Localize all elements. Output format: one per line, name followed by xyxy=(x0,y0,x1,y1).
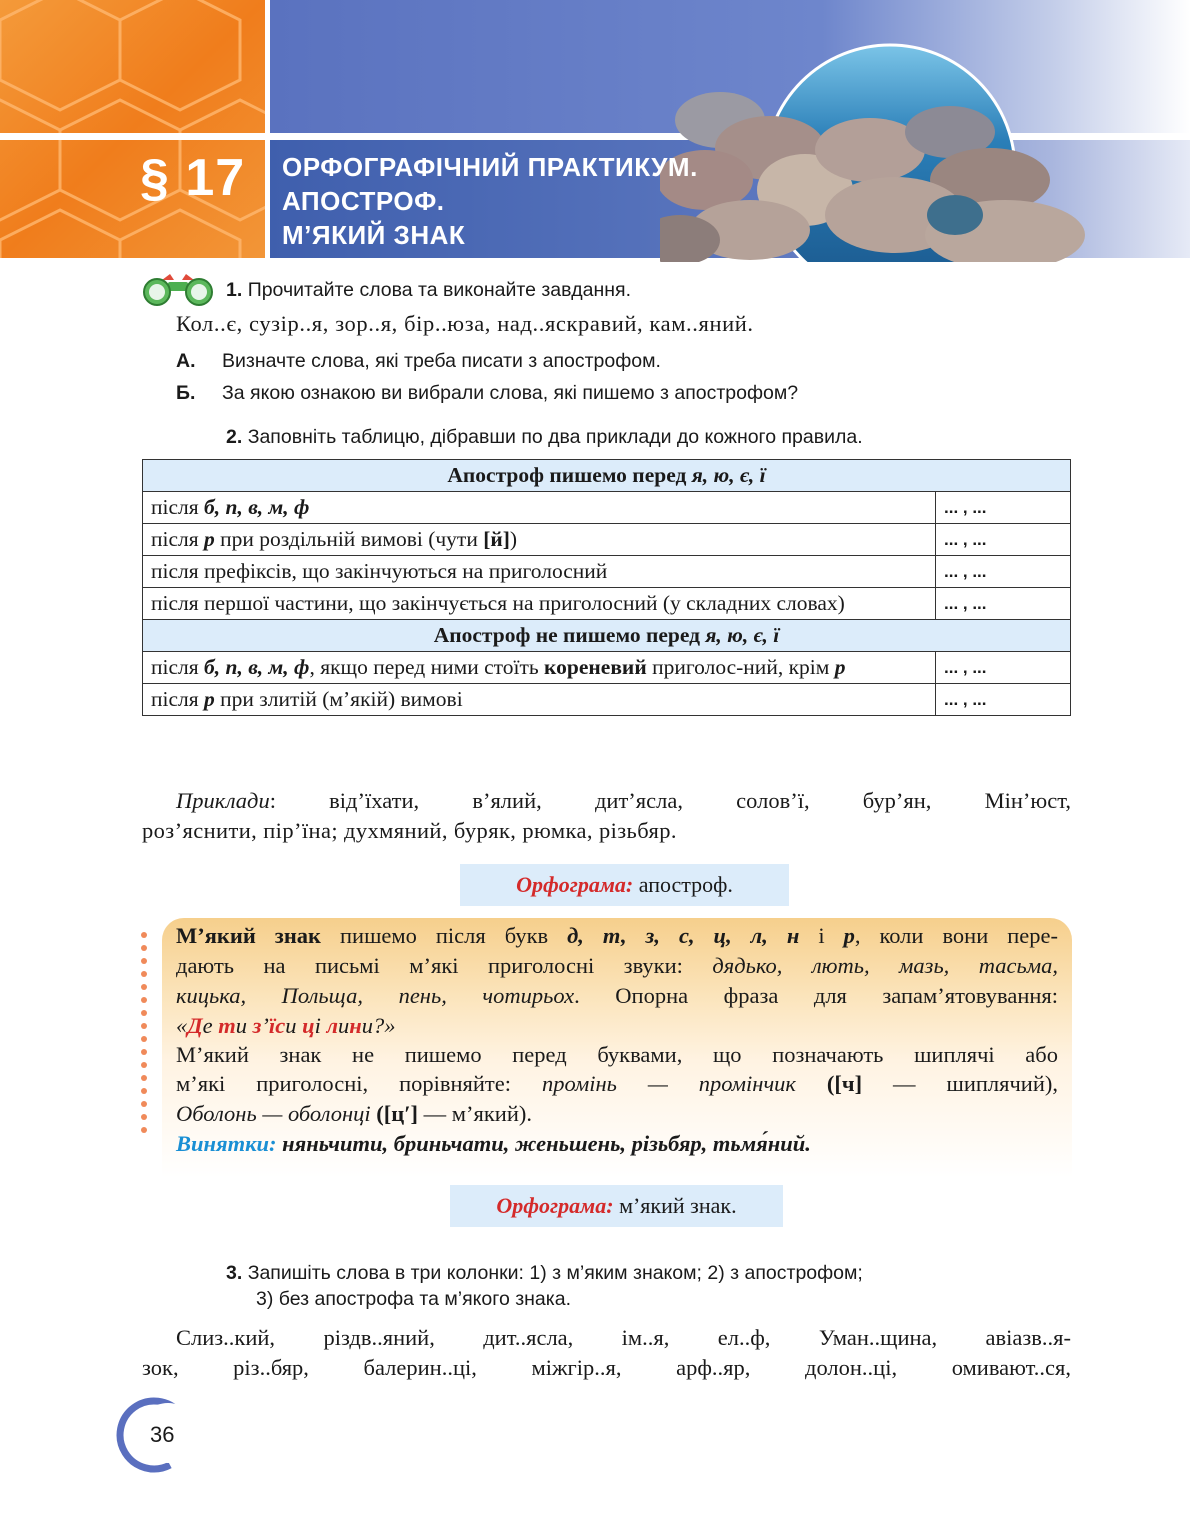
hexagon-pattern xyxy=(0,0,265,258)
rule-text: , коли вони пере- xyxy=(854,923,1058,948)
table-header-row xyxy=(143,460,1071,492)
rule-text: після xyxy=(151,687,205,711)
rule-text: дають на письмі м’які приголосні звуки: xyxy=(176,953,713,978)
task-1-item-a xyxy=(176,350,661,373)
item-b-label: Б. xyxy=(176,382,196,404)
task-3-instruction-line-2: 3) без апострофа та м’якого знака. xyxy=(256,1288,571,1310)
task-2-heading xyxy=(226,426,863,449)
rule-line-3 xyxy=(176,983,1058,1009)
exceptions-words: няньчити, бриньчати, женьшень, різьбяр, тьмя́ний. xyxy=(276,1131,811,1156)
rule-text: після xyxy=(151,655,205,679)
table-row xyxy=(143,524,1071,556)
rule-letters: д, т, з, с, ц, л, н xyxy=(567,923,800,948)
task-1-words: Кол..є, сузір..я, зор..я, бір..юза, над..яскравий, кам..яний. xyxy=(176,311,754,336)
rule-letters: р xyxy=(204,527,215,551)
examples-line-2: роз’яснити, пір’їна; духмяний, буряк, рюмка, різьбяр. xyxy=(142,818,677,843)
example-cell: ... , ... xyxy=(936,684,1071,716)
dotted-border xyxy=(141,932,147,1140)
orthogram-label: Орфограма: xyxy=(516,872,634,897)
rule-line-2 xyxy=(176,953,1058,979)
item-a-label: А. xyxy=(176,350,196,372)
rule-examples: дядько, лють, мазь, тасьма, xyxy=(712,953,1058,978)
task-3-number: 3. xyxy=(226,1262,243,1284)
rule-letters: р xyxy=(834,655,846,679)
table-header-row xyxy=(143,620,1071,652)
sound-transcription: ([ц′] xyxy=(370,1101,419,1126)
rule-cell xyxy=(143,684,936,716)
task-3-instruction-line-1: Запишіть слова в три колонки: 1) з м’яким знаком; 2) з апострофом; xyxy=(247,1262,863,1284)
rule-cell xyxy=(143,652,936,684)
rule-line-7 xyxy=(176,1101,532,1127)
rule-keyword: кореневий xyxy=(544,655,647,679)
rule-text: і xyxy=(799,923,844,948)
rule-exceptions xyxy=(176,1131,811,1157)
task-3-heading xyxy=(226,1262,863,1285)
chapter-title-line-2: АПОСТРОФ. xyxy=(282,186,445,216)
rule-line-1 xyxy=(176,923,1058,949)
table-header-cell xyxy=(143,460,1071,492)
item-b-text: За якою ознакою ви вибрали слова, які пишемо з апострофом? xyxy=(222,382,799,404)
orthogram-label: Орфограма: xyxy=(496,1193,614,1218)
sound-transcription: ([ч] xyxy=(795,1071,863,1096)
stones-image xyxy=(660,40,1100,262)
task-2-instruction: Заповніть таблицю, дібравши по два приклади до кожного правила. xyxy=(247,426,863,448)
section-number: § 17 xyxy=(140,149,246,207)
task-3-words-line-2: зок, різ..бяр, балерин..ці, міжгір..я, арф..яр, долон..ці, омивают..ся, xyxy=(142,1355,1071,1380)
task-2-number: 2. xyxy=(226,426,243,448)
rule-text: ) xyxy=(509,527,518,551)
header-letters: я, ю, є, ї xyxy=(691,463,766,487)
task-1-number: 1. xyxy=(226,279,243,301)
example-cell: ... , ... xyxy=(936,524,1071,556)
orthogram-text: м’який знак. xyxy=(613,1193,737,1218)
rule-cell xyxy=(143,492,936,524)
header-orange-panel xyxy=(0,0,265,258)
mnemonic-text: «Де ти з’їси ці лини?» xyxy=(176,1013,396,1038)
page-number: 36 xyxy=(150,1422,175,1447)
task-1-instruction: Прочитайте слова та виконайте завдання. xyxy=(247,279,632,301)
rule-letters: р xyxy=(843,923,855,948)
table-row xyxy=(143,684,1071,716)
table-row xyxy=(143,556,1071,588)
binoculars-icon xyxy=(140,272,216,306)
apostrophe-rules-table xyxy=(142,459,1071,716)
task-3-words-line-1: Слиз..кий, різдв..яний, дит..ясла, ім..я, ел..ф, Уман..щина, авіазв..я- xyxy=(176,1325,1071,1350)
header-text: Апостроф пишемо перед xyxy=(447,463,692,487)
examples-label: Приклади xyxy=(176,788,270,813)
rule-letters: б, п, в, м, ф xyxy=(204,655,310,679)
rule-text: , якщо перед ними стоїть xyxy=(309,655,545,679)
examples-line-1 xyxy=(176,788,1071,814)
rule-cell: після першої частини, що закінчується на приголосний (у складних словах) xyxy=(143,588,936,620)
task-1-heading xyxy=(226,279,631,302)
rule-examples: кицька, Польща, пень, чотирьох xyxy=(176,983,575,1008)
rule-text: при роздільній вимові (чути xyxy=(214,527,484,551)
rule-text: після xyxy=(151,495,205,519)
task-1-item-b xyxy=(176,382,798,405)
table-row xyxy=(143,652,1071,684)
rule-examples: Оболонь — оболонці xyxy=(176,1101,371,1126)
item-a-text: Визначте слова, які треба писати з апострофом. xyxy=(222,350,661,372)
rule-text: при злитій (м’якій) вимові xyxy=(214,687,463,711)
page-footer-decoration xyxy=(0,1395,600,1475)
rule-text: — м’який). xyxy=(418,1101,532,1126)
rule-text: — шиплячий), xyxy=(862,1071,1058,1096)
rule-cell xyxy=(143,524,936,556)
rule-letters: б, п, в, м, ф xyxy=(204,495,310,519)
rule-line-5: М’який знак не пишемо перед буквами, що позначають шиплячі або xyxy=(176,1042,1058,1067)
example-cell: ... , ... xyxy=(936,492,1071,524)
orthogram-text: апостроф. xyxy=(633,872,733,897)
sound-transcription: [й] xyxy=(483,527,510,551)
exceptions-label: Винятки: xyxy=(176,1131,277,1156)
header-letters: я, ю, є, ї xyxy=(705,623,780,647)
rule-line-6 xyxy=(176,1071,1058,1097)
rule-text: пишемо після букв xyxy=(321,923,568,948)
rule-cell: після префіксів, що закінчуються на приголосний xyxy=(143,556,936,588)
rule-examples: промінь — промінчик xyxy=(541,1071,796,1096)
chapter-title-line-3: М’ЯКИЙ ЗНАК xyxy=(282,220,466,250)
table-row xyxy=(143,588,1071,620)
rule-text: м’які приголосні, порівняйте: xyxy=(176,1071,542,1096)
chapter-title-line-1: ОРФОГРАФІЧНИЙ ПРАКТИКУМ. xyxy=(282,152,698,182)
examples-text: : від’їхати, в’ялий, дит’ясла, солов’ї, бур’ян, Мін’юст, xyxy=(269,788,1071,813)
rule-term: М’який знак xyxy=(176,923,322,948)
rule-text: . Опорна фраза для запам’ятовування: xyxy=(574,983,1058,1008)
example-cell: ... , ... xyxy=(936,556,1071,588)
rule-mnemonic-phrase xyxy=(176,1013,396,1039)
rule-letters: р xyxy=(204,687,215,711)
header-text: Апостроф не пишемо перед xyxy=(433,623,706,647)
orthogram-apostrophe xyxy=(460,864,789,906)
table-row xyxy=(143,492,1071,524)
rule-text: приголос-ний, крім xyxy=(646,655,835,679)
example-cell: ... , ... xyxy=(936,652,1071,684)
example-cell: ... , ... xyxy=(936,588,1071,620)
table-header-cell xyxy=(143,620,1071,652)
orthogram-soft-sign xyxy=(450,1185,783,1227)
rule-text: після xyxy=(151,527,205,551)
